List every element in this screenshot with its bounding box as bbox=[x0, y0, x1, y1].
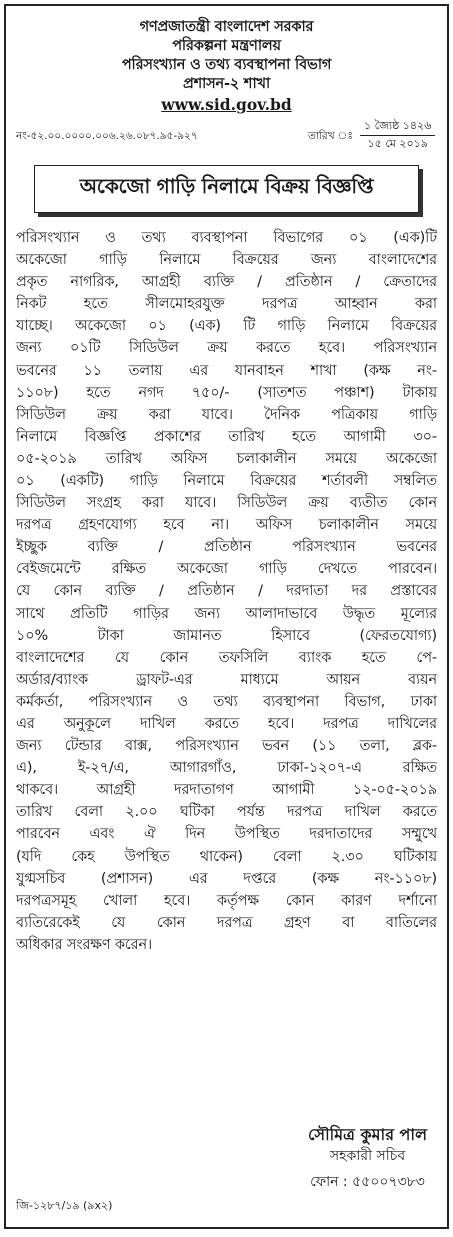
body-line: ব্যতিরেকেই যে কোন দরপত্র গ্রহণ বা বাতিলের bbox=[16, 914, 437, 931]
body-line: সিডিউল সংগ্রহ করা যাবে। সিডিউল ক্রয় ব্যতীত কোন bbox=[16, 495, 437, 512]
date-block bbox=[360, 119, 435, 152]
body-line: যাচ্ছে। অকেজো ০১ (এক) টি গাড়ি নিলামে বিক্রয়ের bbox=[16, 318, 437, 335]
body-line: ১০% টাকা জামানত হিসাবে (ফেরতযোগ্য) bbox=[16, 627, 437, 644]
body-line: এর অনুকূলে দাখিল করতে হবে। দরপত্র দাখিলের bbox=[16, 716, 437, 733]
division-name: পরিসংখ্যান ও তথ্য ব্যবস্থাপনা বিভাগ bbox=[121, 57, 332, 74]
signature-block bbox=[308, 1123, 427, 1193]
body-line: জন্য ০১টি সিডিউল ক্রয় করতে হবে। পরিসংখ্যান bbox=[16, 340, 437, 357]
signatory-name: সৌমিত্র কুমার পাল bbox=[308, 1125, 427, 1144]
body-line: কর্মকর্তা, পরিসংখ্যান ও তথ্য ব্যবস্থাপনা বিভাগ, ঢাকা bbox=[16, 693, 437, 710]
body-line: নিলামে বিজ্ঞপ্তি প্রকাশের তারিখ হতে আগামী ৩০- bbox=[16, 428, 437, 445]
date-label: তারিখ ঃ bbox=[308, 129, 353, 142]
body-line: ০৫-২০১৯ তারিখ অফিস চলাকালীন সময়ে অকেজো bbox=[16, 450, 437, 467]
body-line: অর্ডার/ব্যাংক ড্রাফট-এর মাধ্যমে আয়ন ব্যয়ন bbox=[16, 671, 437, 688]
body-line: প্রকৃত নাগরিক, আগ্রহী ব্যক্তি / প্রতিষ্ঠান / ক্রেতাদের bbox=[16, 274, 437, 291]
notice-body bbox=[16, 227, 437, 956]
body-line: ০১ (একটি) গাড়ি নিলামে বিক্রয়ের শর্তাবলী সম্বলিত bbox=[16, 472, 437, 489]
body-line: (যদি কেহ উপস্থিত থাকেন) বেলা ২.৩০ ঘটিকায় bbox=[16, 848, 437, 865]
body-line: ভবনের ১১ তলায় এর যানবাহন শাখা (কক্ষ নং- bbox=[16, 362, 437, 379]
reference-row bbox=[16, 119, 437, 153]
body-line: পরিসংখ্যান ও তথ্য ব্যবস্থাপনা বিভাগের ০১ (এক)টি bbox=[16, 229, 437, 246]
body-line: বাংলাদেশের যে কোন তফসিলি ব্যাংক হতে পে- bbox=[16, 649, 437, 666]
ministry-name: পরিকল্পনা মন্ত্রণালয় bbox=[172, 38, 281, 55]
body-line: পারবেন এবং ঐ দিন উপস্থিত দরদাতাদের সম্মুখে bbox=[16, 826, 437, 843]
body-line: তারিখ বেলা ২.০০ ঘটিকা পর্যন্ত দরপত্র দাখিল করতে bbox=[16, 804, 437, 821]
signatory-designation: সহকারী সচিব bbox=[329, 1148, 406, 1165]
body-line: অকেজো গাড়ি নিলামে বিক্রয়ের জন্য বাংলাদেশের bbox=[16, 252, 437, 269]
date-gregorian: ১৫ মে ২০১৯ bbox=[367, 136, 428, 150]
body-line: থাকবে। আগ্রহী দরদাতাগণ আগামী ১২-০৫-২০১৯ bbox=[16, 782, 437, 799]
reference-number: নং-৫২.০০.০০০০.০০৬.২৬.০৮৭.৯৫-৯২৭ bbox=[16, 129, 198, 142]
letterhead bbox=[16, 18, 437, 115]
body-line: সিডিউল ক্রয় করা যাবে। দৈনিক পত্রিকায় গাড়ি bbox=[16, 406, 437, 423]
print-code: জি-১২৮৭/১৯ (৯x২) bbox=[16, 1199, 113, 1212]
government-name: গণপ্রজাতন্ত্রী বাংলাদেশ সরকার bbox=[139, 19, 314, 35]
body-line: ১১০৮) হতে নগদ ৭৫০/- (সাতশত পঞ্চাশ) টাকায় bbox=[16, 384, 437, 401]
body-line: অধিকার সংরক্ষণ করেন। bbox=[16, 936, 153, 953]
branch-name: প্রশাসন-২ শাখা bbox=[182, 76, 271, 93]
body-line: যে কোন ব্যক্তি / প্রতিষ্ঠান / দরদাতা দর প্রস্তাবের bbox=[16, 583, 437, 600]
notice-document bbox=[4, 4, 449, 1229]
body-line: দরপত্রসমূহ খোলা হবে। কর্তৃপক্ষ কোন কারণ দর্শানো bbox=[16, 892, 437, 909]
body-line: এ), ই-২৭/এ, আগারগাঁও, ঢাকা-১২০৭-এ রক্ষিত bbox=[16, 760, 437, 777]
body-line: জন্য টেন্ডার বাক্স, পরিসংখ্যান ভবন (১১ তলা, ব্লক- bbox=[16, 738, 437, 755]
body-line: নিকট হতে সীলমোহরযুক্ত দরপত্র আহ্বান করা bbox=[16, 296, 437, 313]
body-line: সাথে প্রতিটি গাড়ির জন্য আলাদাভাবে উদ্ধৃত মূল্যের bbox=[16, 605, 437, 622]
body-line: ইচ্ছুক ব্যক্তি / প্রতিষ্ঠান পরিসংখ্যান ভবনের bbox=[16, 539, 437, 556]
notice-title: অকেজো গাড়ি নিলামে বিক্রয় বিজ্ঞপ্তি bbox=[34, 165, 419, 213]
website-link: www.sid.gov.bd bbox=[161, 94, 292, 114]
signatory-phone: ফোন : ৫৫০০৭৩৮৩ bbox=[310, 1174, 425, 1191]
body-line: দরপত্র গ্রহণযোগ্য হবে না। অফিস চলাকালীন সময়ে bbox=[16, 517, 437, 534]
date-bangla: ১ জ্যৈষ্ঠ ১৪২৬ bbox=[360, 119, 435, 136]
body-line: বেইজমেন্টে রক্ষিত অকেজো গাড়ি দেখতে পারবেন। bbox=[16, 561, 437, 578]
body-line: যুগ্মসচিব (প্রশাসন) এর দপ্তরে (কক্ষ নং-১১০৮) bbox=[16, 870, 437, 887]
